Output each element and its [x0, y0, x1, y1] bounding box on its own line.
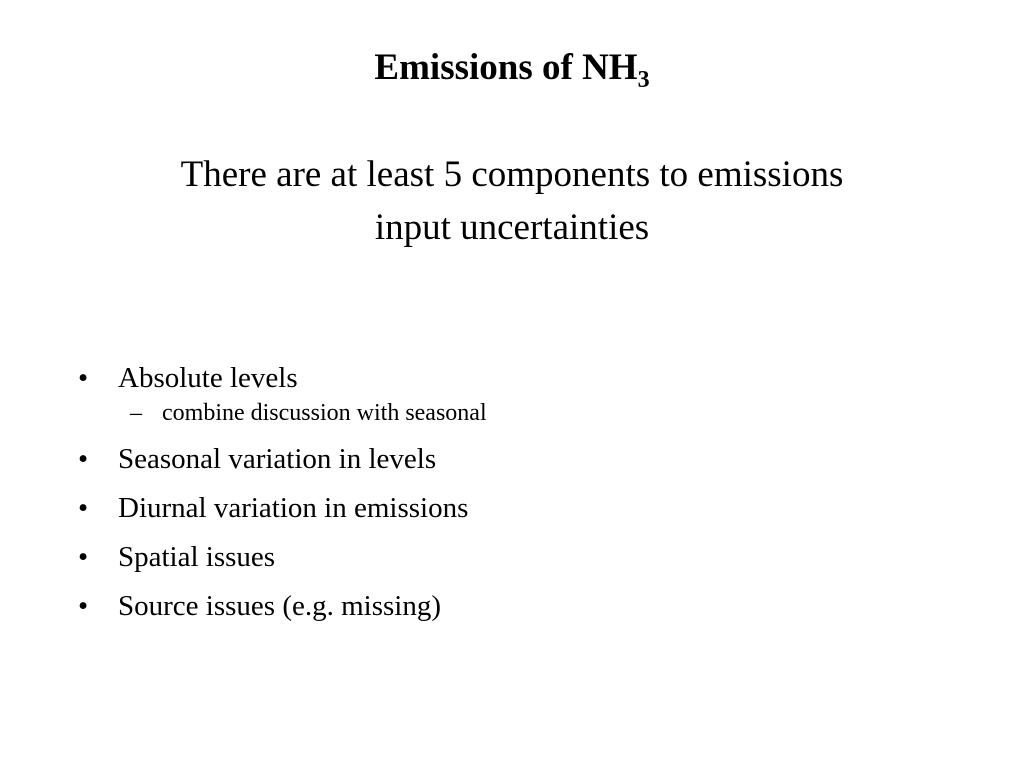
- bullet-marker: •: [78, 362, 89, 394]
- slide-title-subscript: 3: [637, 67, 650, 93]
- slide-subtitle: [60, 148, 964, 254]
- bullet-item-spatial-issues: [74, 537, 954, 577]
- slide-title-text: Emissions of NH: [374, 47, 638, 88]
- title-block: [60, 44, 964, 254]
- bullet-marker: •: [78, 541, 89, 573]
- slide-subtitle-line-1: There are at least 5 components to emissions: [180, 154, 844, 195]
- bullet-text: Diurnal variation in emissions: [118, 492, 469, 524]
- slide-subtitle-line-2: input uncertainties: [374, 207, 650, 248]
- bullet-text: Absolute levels: [118, 362, 298, 394]
- bullet-item-absolute-levels: [74, 358, 954, 430]
- bullet-text: Spatial issues: [118, 541, 276, 573]
- bullet-list: [74, 358, 954, 635]
- bullet-text: Seasonal variation in levels: [118, 443, 437, 475]
- sub-bullet-item: [118, 396, 954, 430]
- slide-title: [60, 44, 964, 92]
- bullet-marker: •: [78, 443, 89, 475]
- bullet-marker: •: [78, 590, 89, 622]
- bullet-marker: •: [78, 492, 89, 524]
- bullet-item-diurnal-variation: [74, 488, 954, 528]
- bullet-item-seasonal-variation: [74, 439, 954, 479]
- sub-bullet-marker: –: [130, 400, 142, 426]
- sub-bullet-list: [118, 396, 954, 430]
- bullet-text: Source issues (e.g. missing): [118, 590, 441, 622]
- sub-bullet-text: combine discussion with seasonal: [162, 400, 487, 426]
- bullet-item-source-issues: [74, 586, 954, 626]
